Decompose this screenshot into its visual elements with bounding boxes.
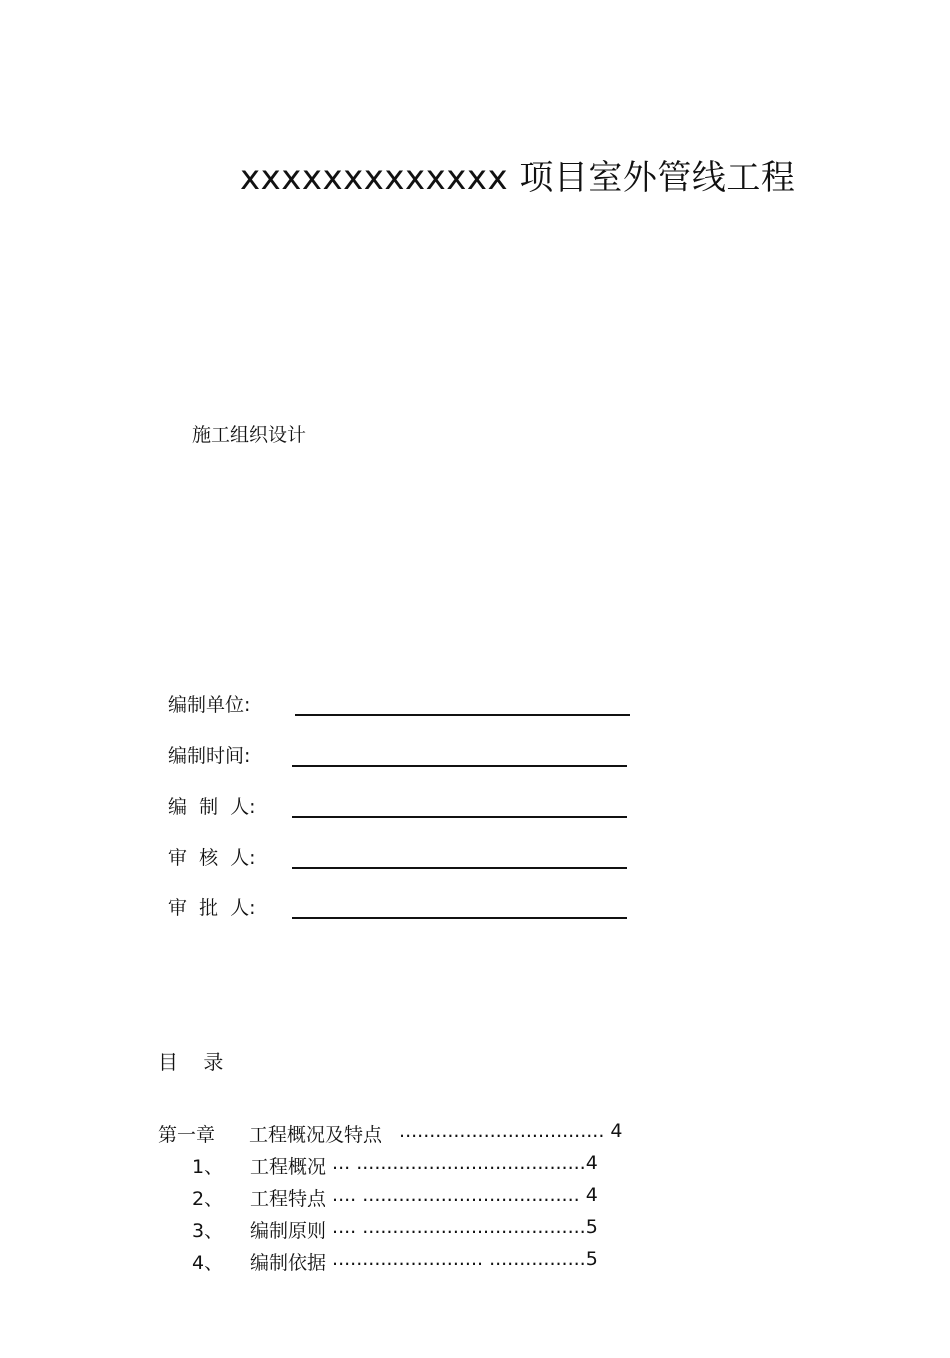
toc-entry (192, 1248, 632, 1274)
signature-label: 编制时间: (168, 745, 251, 767)
signature-label: 审 核 人: (168, 847, 256, 869)
signature-blank-line (292, 816, 627, 818)
toc-entry-number: 2、 (192, 1188, 224, 1210)
toc-entry-number: 4、 (192, 1252, 224, 1274)
toc-entry-text: 编制原则 (250, 1220, 327, 1242)
toc-entry-text: 工程概况及特点 (249, 1124, 383, 1146)
signature-row-reviewer (168, 843, 638, 873)
signature-blank-line (292, 765, 627, 767)
toc-entry (192, 1216, 632, 1242)
signature-row-compile-unit (168, 690, 638, 720)
signature-blank-line (295, 714, 630, 716)
toc-entry (192, 1184, 632, 1210)
signature-row-compiler (168, 792, 638, 822)
toc-entry-text: 工程概况 (250, 1156, 327, 1178)
signature-label: 编制单位: (168, 694, 251, 716)
signature-blank-line (292, 867, 627, 869)
signature-blank-line (292, 917, 627, 919)
toc-entry-chapter-1 (158, 1120, 638, 1146)
document-subtitle: 施工组织设计 (192, 424, 307, 446)
toc-entry-number: 第一章 (158, 1124, 216, 1146)
toc-entry-text: 工程特点 (250, 1188, 327, 1210)
project-title: xxxxxxxxxxxxx 项目室外管线工程 (240, 158, 796, 198)
toc-entry-leader: .................................. 4 (393, 1120, 623, 1142)
toc-entry-leader: ......................... ................5 (326, 1248, 598, 1270)
toc-heading: 目 录 (158, 1050, 224, 1074)
toc-entry-text: 编制依据 (250, 1252, 327, 1274)
signature-label: 审 批 人: (168, 897, 256, 919)
toc-entry-leader: .... .................................... 4 (326, 1184, 598, 1206)
signature-label: 编 制 人: (168, 796, 256, 818)
signature-row-approver (168, 893, 638, 923)
toc-entry (192, 1152, 632, 1178)
toc-entry-number: 1、 (192, 1156, 224, 1178)
toc-entry-number: 3、 (192, 1220, 224, 1242)
toc-entry-leader: ... ......................................4 (326, 1152, 598, 1174)
toc-entry-leader: .... .....................................5 (326, 1216, 598, 1238)
signature-row-compile-date (168, 741, 638, 771)
